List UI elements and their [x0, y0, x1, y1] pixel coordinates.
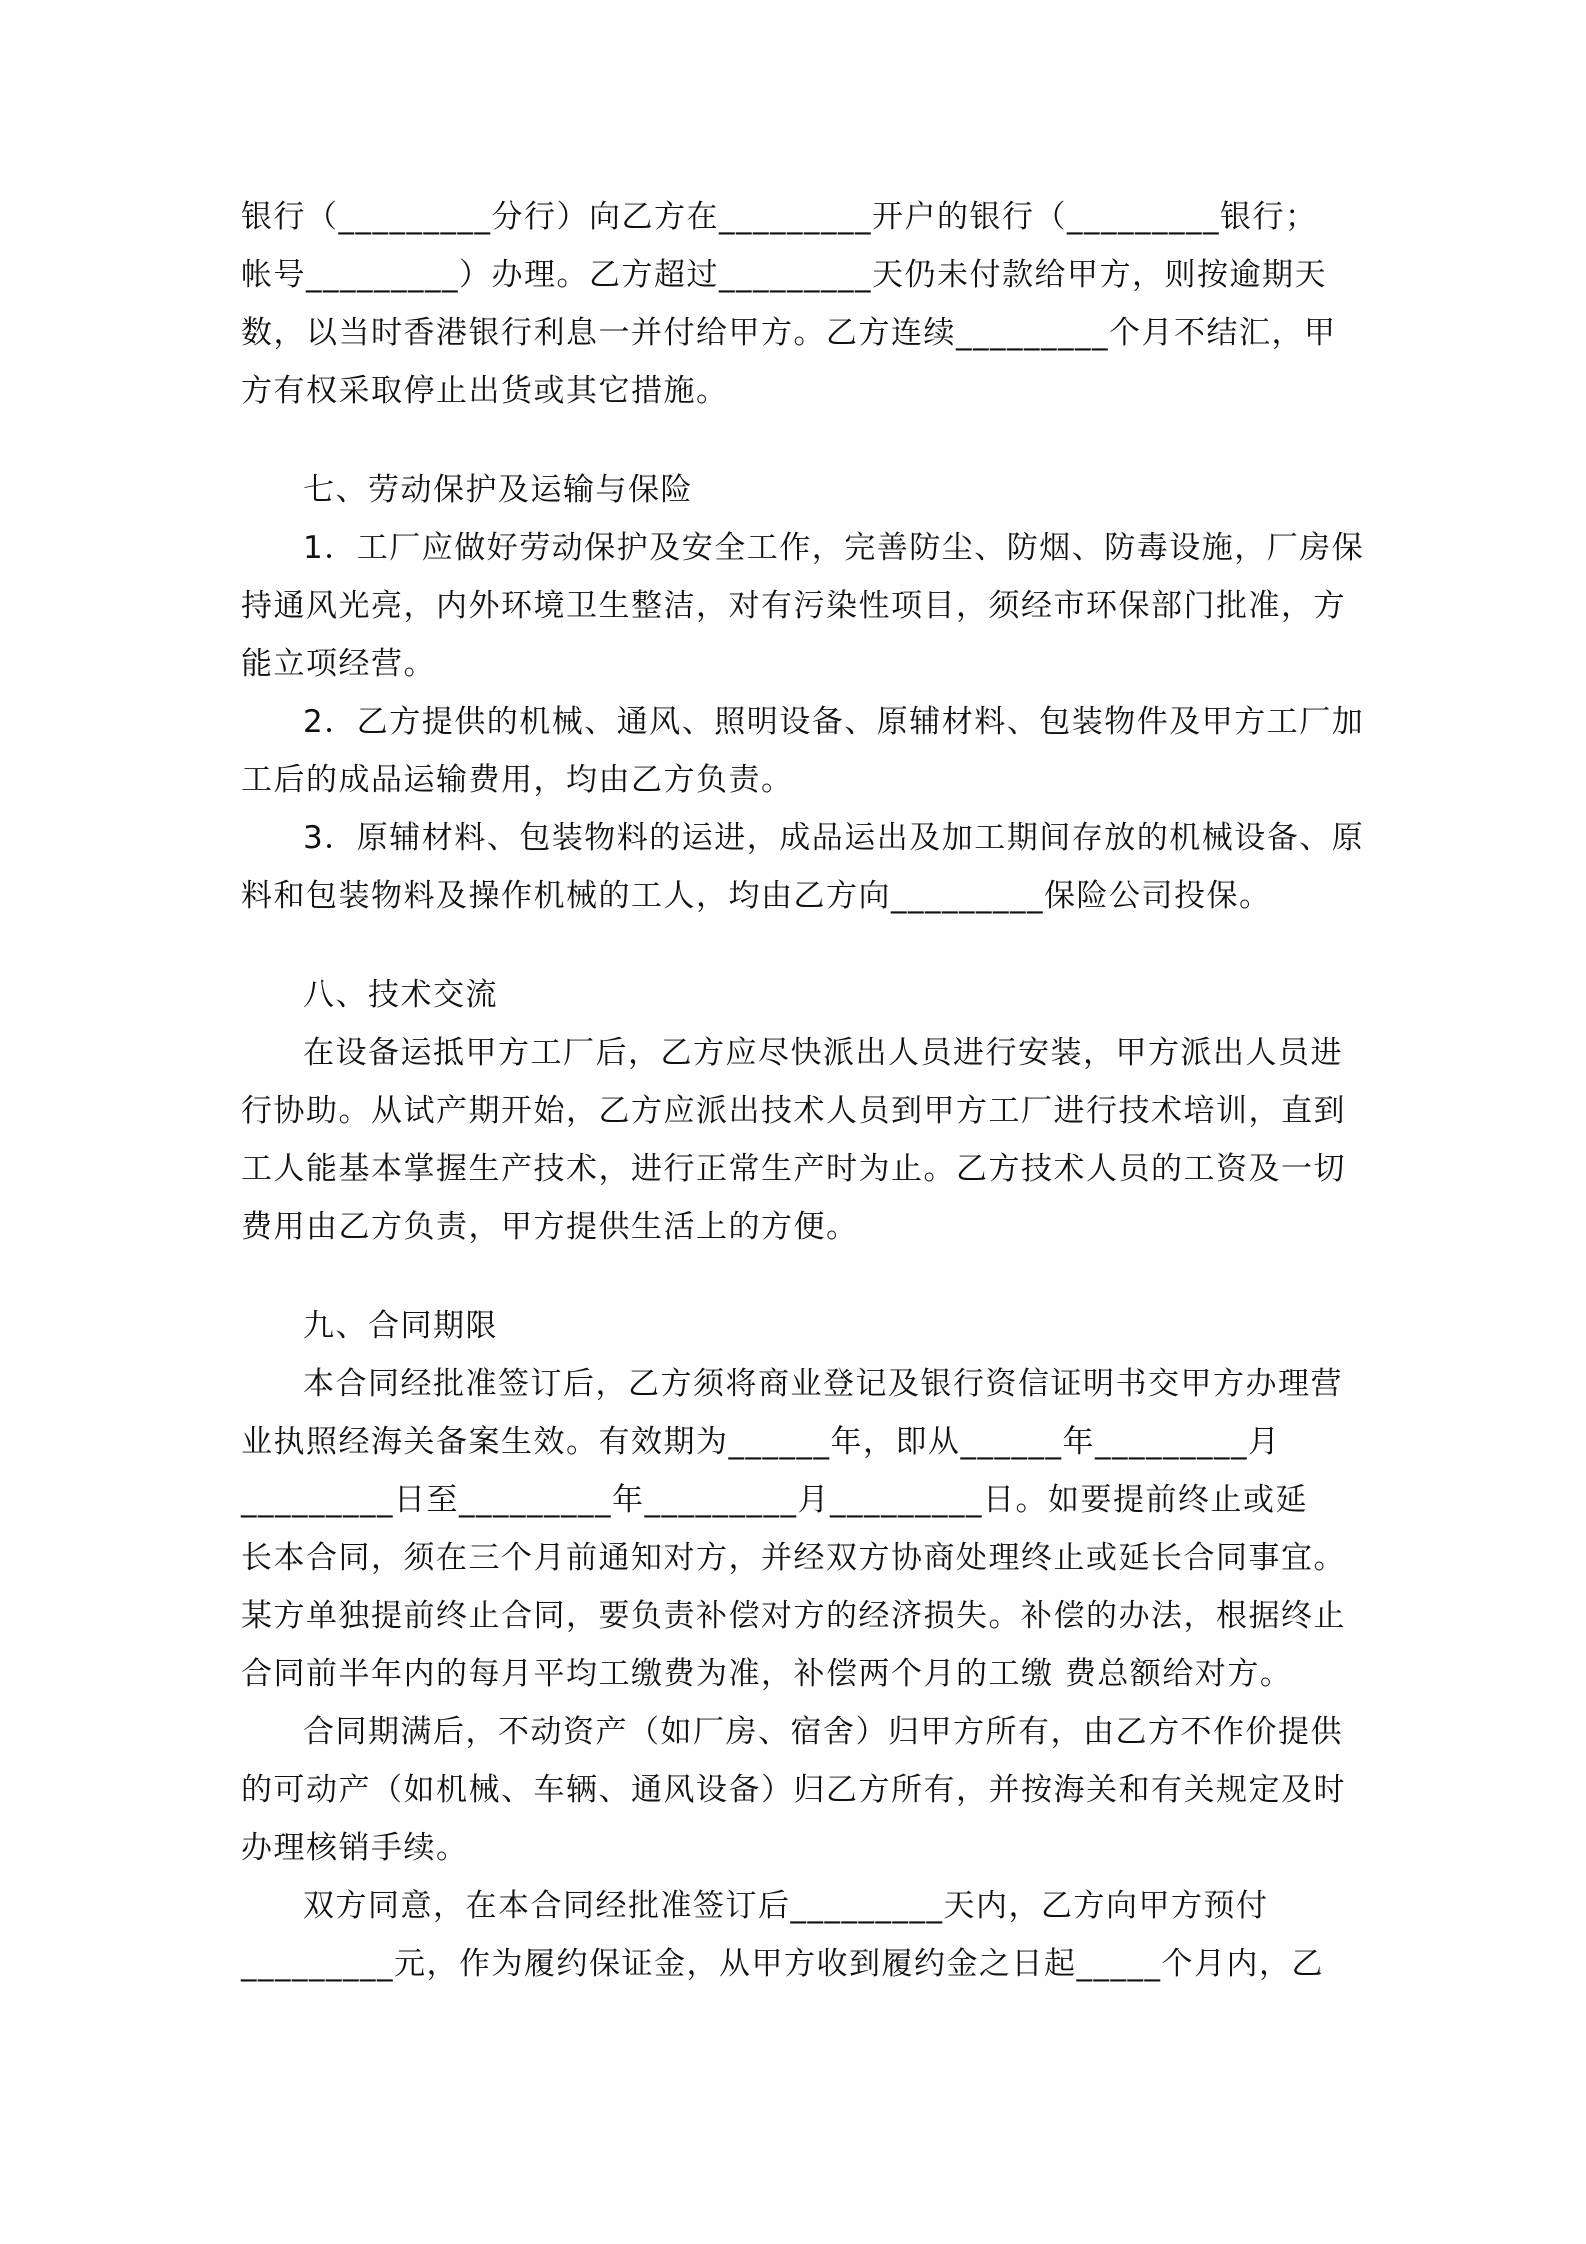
- text-line: 在设备运抵甲方工厂后，乙方应尽快派出人员进行安装，甲方派出人员进: [303, 1035, 1343, 1071]
- text-line: 双方同意，在本合同经批准签订后_________天内，乙方向甲方预付: [303, 1888, 1269, 1924]
- text-line: 银行（_________分行）向乙方在_________开户的银行（_________银行；: [241, 199, 1318, 235]
- text-line: 能立项经营。: [241, 646, 436, 682]
- text-line: 持通风光亮，内外环境卫生整洁，对有污染性项目，须经市环保部门批准，方: [241, 588, 1346, 624]
- section-heading: 八、技术交流: [303, 977, 498, 1013]
- text-line: 1．工厂应做好劳动保护及安全工作，完善防尘、防烟、防毒设施，厂房保: [303, 530, 1365, 566]
- text-line: 料和包装物料及操作机械的工人，均由乙方向_________保险公司投保。: [241, 878, 1272, 914]
- text-line: 行协助。从试产期开始，乙方应派出技术人员到甲方工厂进行技术培训，直到: [241, 1093, 1346, 1129]
- text-line: 费用由乙方负责，甲方提供生活上的方便。: [241, 1209, 859, 1245]
- text-line: 合同期满后，不动资产（如厂房、宿舍）归甲方所有，由乙方不作价提供: [303, 1714, 1343, 1750]
- text-line: 办理核销手续。: [241, 1830, 469, 1866]
- text-line: _________元，作为履约保证金，从甲方收到履约金之日起_____个月内，乙: [241, 1946, 1324, 1982]
- text-line: 某方单独提前终止合同，要负责补偿对方的经济损失。补偿的办法，根据终止: [241, 1598, 1346, 1634]
- section-heading: 九、合同期限: [303, 1308, 498, 1344]
- text-line: 3．原辅材料、包装物料的运进，成品运出及加工期间存放的机械设备、原: [303, 820, 1365, 856]
- text-line: 帐号_________）办理。乙方超过_________天仍未付款给甲方，则按逾期天: [241, 257, 1327, 293]
- text-line: 的可动产（如机械、车辆、通风设备）归乙方所有，并按海关和有关规定及时: [241, 1772, 1346, 1808]
- text-line: 合同前半年内的每月平均工缴费为准，补偿两个月的工缴 费总额给对方。: [241, 1656, 1293, 1692]
- text-line: _________日至_________年_________月_________日。如要提前终止或延: [241, 1482, 1308, 1518]
- text-line: 数，以当时香港银行利息一并付给甲方。乙方连续_________个月不结汇，甲: [241, 315, 1337, 351]
- text-line: 2．乙方提供的机械、通风、照明设备、原辅材料、包装物件及甲方工厂加: [303, 704, 1365, 740]
- text-line: 业执照经海关备案生效。有效期为______年，即从______年_________月: [241, 1424, 1281, 1460]
- text-line: 方有权采取停止出货或其它措施。: [241, 373, 729, 409]
- section-heading: 七、劳动保护及运输与保险: [303, 472, 693, 508]
- text-line: 长本合同，须在三个月前通知对方，并经双方协商处理终止或延长合同事宜。: [241, 1540, 1346, 1576]
- text-line: 工人能基本掌握生产技术，进行正常生产时为止。乙方技术人员的工资及一切: [241, 1151, 1346, 1187]
- text-line: 工后的成品运输费用，均由乙方负责。: [241, 762, 794, 798]
- text-line: 本合同经批准签订后，乙方须将商业登记及银行资信证明书交甲方办理营: [303, 1366, 1343, 1402]
